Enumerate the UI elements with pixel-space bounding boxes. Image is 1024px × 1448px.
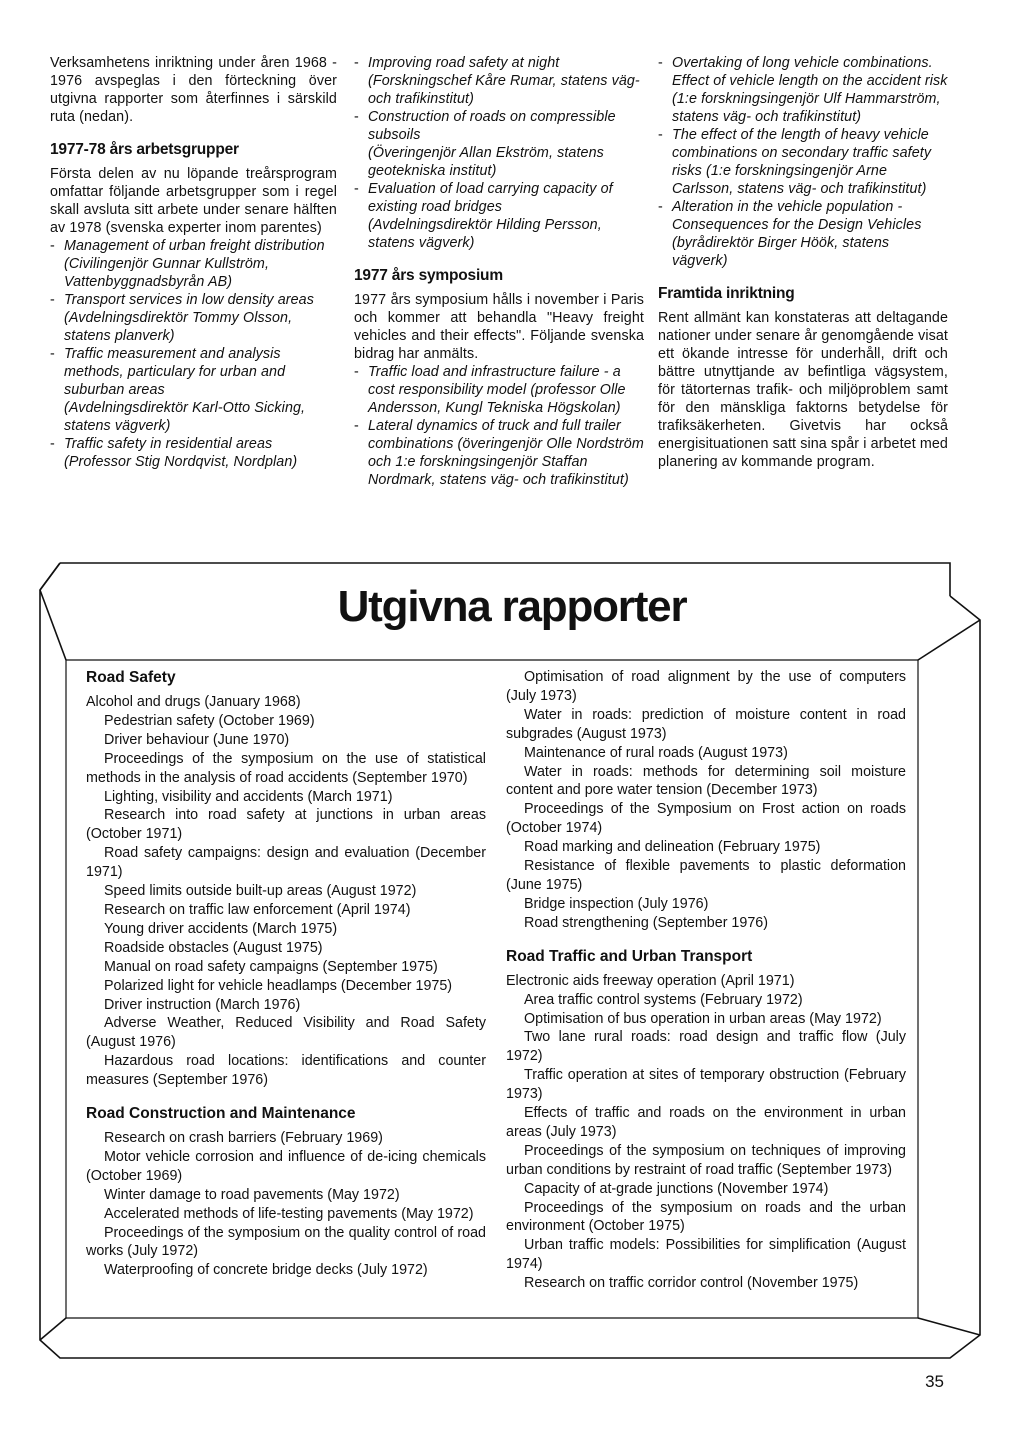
list-item: - Alteration in the vehicle population - Consequences for the Design Vehicles (byrådirektör Birger Höök, statens vägverk) bbox=[658, 198, 948, 270]
report-item: Pedestrian safety (October 1969) bbox=[104, 712, 315, 729]
list-item: - Traffic load and infrastructure failure - a cost responsibility model (professor Olle Andersson, Kungl Tekniska Högskolan) bbox=[354, 363, 644, 417]
page-number: 35 bbox=[925, 1372, 944, 1391]
report-item: Accelerated methods of life-testing pavements (May 1972) bbox=[104, 1205, 474, 1222]
list-item: - Construction of roads on compressible subsoils (Överingenjör Allan Ekström, statens geotekniska institut) bbox=[354, 108, 644, 180]
item-cite: (Professor Stig Nordqvist, Nordplan) bbox=[64, 454, 298, 470]
report-item: Research into road safety at junctions in urban areas (October 1971) bbox=[86, 807, 486, 843]
list-item: - The effect of the length of heavy vehicle combinations on secondary traffic safety risks (1:e forskningsingenjör Arne Carlsson, statens väg- och trafikinstitut) bbox=[658, 126, 948, 198]
report-item: Manual on road safety campaigns (September 1975) bbox=[104, 958, 438, 975]
item-title: Lateral dynamics of truck and full trailer combinations (överingenjör Olle Nordström och 1:e forskningsingenjör Staffan Nordmark, statens väg- och trafikinstitut) bbox=[368, 418, 644, 488]
item-cite: (Avdelningsdirektör Tommy Olsson, statens planverk) bbox=[64, 310, 293, 344]
report-item: Driver behaviour (June 1970) bbox=[104, 731, 290, 748]
heading-road-safety: Road Safety bbox=[86, 669, 176, 686]
report-item: Research on traffic law enforcement (April 1974) bbox=[104, 901, 411, 918]
report-item: Road strengthening (September 1976) bbox=[524, 914, 768, 931]
report-column-right bbox=[506, 668, 906, 1293]
report-item: Proceedings of the Symposium on Frost action on roads (October 1974) bbox=[506, 801, 906, 837]
heading-road-traffic: Road Traffic and Urban Transport bbox=[506, 947, 753, 965]
list-item: - Overtaking of long vehicle combinations. Effect of vehicle length on the accident risk (1:e forskningsingenjör Ulf Hammarström, statens väg- och trafikinstitut) bbox=[658, 55, 948, 125]
item-title: Improving road safety at night bbox=[368, 55, 560, 71]
report-item: Motor vehicle corrosion and influence of de-icing chemicals (October 1969) bbox=[86, 1148, 486, 1184]
report-item: Proceedings of the symposium on the quality control of road works (July 1972) bbox=[86, 1224, 486, 1260]
report-item: Optimisation of road alignment by the use of computers (July 1973) bbox=[506, 669, 906, 704]
report-item: Water in roads: methods for determining soil moisture content and pore water tension (December 1973) bbox=[506, 763, 906, 799]
item-title: Transport services in low density areas bbox=[64, 292, 314, 308]
item-title: Traffic load and infrastructure failure - a cost responsibility model (professor Olle Andersson, Kungl Tekniska Högskolan) bbox=[368, 364, 626, 416]
item-cite: (Civilingenjör Gunnar Kullström, Vattenbyggnadsbyrån AB) bbox=[64, 256, 270, 290]
future-direction-paragraph: Rent allmänt kan konstateras att deltagande nationer under senare år genomgående visat ett ökande intresse för underhåll, drift och bättre utnyttjande av befintliga vägsystem, för tätorternas trafik- och miljöproblem samt för den mänskliga faktorns betydelse för trafiksäkerheten. Givetvis har också energisituationen satt sina spår i arbetet med planering av kommande program. bbox=[658, 310, 948, 470]
report-item: Driver instruction (March 1976) bbox=[104, 996, 301, 1013]
item-cite: (Avdelningsdirektör Hilding Persson, statens vägverk) bbox=[368, 217, 602, 251]
item-title: Evaluation of load carrying capacity of existing road bridges bbox=[368, 181, 613, 215]
list-item: - Traffic measurement and analysis methods, particulary for urban and suburban areas (Avdelningsdirektör Karl-Otto Sicking, statens vägverk) bbox=[50, 345, 337, 435]
report-item: Alcohol and drugs (January 1968) bbox=[86, 694, 301, 710]
report-item: Proceedings of the symposium on techniques of improving urban conditions by restraint of road traffic (September 1973) bbox=[506, 1142, 906, 1178]
heading-future-direction: Framtida inriktning bbox=[658, 285, 795, 302]
item-title: Construction of roads on compressible subsoils bbox=[368, 109, 616, 143]
item-title: Alteration in the vehicle population - Consequences for the Design Vehicles (byrådirektör Birger Höök, statens vägverk) bbox=[672, 199, 922, 269]
report-item: Capacity of at-grade junctions (November 1974) bbox=[524, 1180, 829, 1197]
heading-road-construction: Road Construction and Maintenance bbox=[86, 1105, 356, 1123]
symposium-paragraph: 1977 års symposium hålls i november i Paris och kommer att behandla "Heavy freight vehicles and their effects". Följande svenska bidrag har anmälts. bbox=[354, 292, 644, 362]
item-title: Traffic safety in residential areas bbox=[64, 436, 273, 452]
report-item: Traffic operation at sites of temporary obstruction (February 1973) bbox=[506, 1067, 906, 1103]
report-item: Proceedings of the symposium on roads and the urban environment (October 1975) bbox=[506, 1199, 906, 1235]
list-item: - Management of urban freight distribution (Civilingenjör Gunnar Kullström, Vattenbyggnadsbyrån AB) bbox=[50, 237, 337, 291]
report-item: Resistance of flexible pavements to plastic deformation (June 1975) bbox=[506, 858, 906, 893]
list-item: - Evaluation of load carrying capacity of existing road bridges (Avdelningsdirektör Hilding Persson, statens vägverk) bbox=[354, 180, 644, 252]
list-item: - Lateral dynamics of truck and full trailer combinations (överingenjör Olle Nordström och 1:e forskningsingenjör Staffan Nordmark, statens väg- och trafikinstitut) bbox=[354, 418, 644, 488]
list-item: - Traffic safety in residential areas (Professor Stig Nordqvist, Nordplan) bbox=[50, 435, 337, 471]
report-item: Research on crash barriers (February 1969) bbox=[104, 1130, 383, 1147]
item-title: Overtaking of long vehicle combinations. Effect of vehicle length on the accident risk (1:e forskningsingenjör Ulf Hammarström, statens väg- och trafikinstitut) bbox=[672, 55, 948, 125]
report-box-title: Utgivna rapporter bbox=[337, 582, 687, 631]
report-item: Adverse Weather, Reduced Visibility and Road Safety (August 1976) bbox=[86, 1015, 486, 1051]
heading-symposium: 1977 års symposium bbox=[354, 267, 503, 284]
item-title: Management of urban freight distribution bbox=[64, 238, 325, 254]
report-item: Lighting, visibility and accidents (March 1971) bbox=[104, 788, 393, 805]
report-item: Young driver accidents (March 1975) bbox=[104, 920, 338, 937]
item-cite: (Avdelningsdirektör Karl-Otto Sicking, statens vägverk) bbox=[64, 400, 306, 434]
report-item: Electronic aids freeway operation (April 1971) bbox=[506, 972, 795, 989]
heading-working-groups: 1977-78 års arbetsgrupper bbox=[50, 141, 239, 158]
report-item: Water in roads: prediction of moisture content in road subgrades (August 1973) bbox=[506, 706, 906, 742]
list-item: - Transport services in low density areas (Avdelningsdirektör Tommy Olsson, statens planverk) bbox=[50, 291, 337, 345]
item-cite: (Överingenjör Allan Ekström, statens geotekniska institut) bbox=[368, 145, 604, 179]
report-item: Speed limits outside built-up areas (August 1972) bbox=[104, 883, 417, 900]
report-item: Road safety campaigns: design and evaluation (December 1971) bbox=[86, 845, 486, 881]
report-item: Winter damage to road pavements (May 1972) bbox=[104, 1186, 400, 1203]
item-cite: (Forskningschef Kåre Rumar, statens väg- och trafikinstitut) bbox=[368, 73, 640, 107]
report-item: Area traffic control systems (February 1972) bbox=[524, 991, 803, 1008]
report-item: Two lane rural roads: road design and traffic flow (July 1972) bbox=[506, 1029, 906, 1065]
intro-paragraph: Verksamhetens inriktning under åren 1968 - 1976 avspeglas i den förteckning över utgivna rapporter som återfinnes i särskild ruta (nedan). bbox=[50, 55, 337, 125]
list-item: - Improving road safety at night (Forskningschef Kåre Rumar, statens väg- och trafikinstitut) bbox=[354, 54, 644, 108]
report-item: Proceedings of the symposium on the use of statistical methods in the analysis of road accidents (September 1970) bbox=[86, 750, 486, 786]
item-title: Traffic measurement and analysis methods, particulary for urban and suburban areas bbox=[64, 346, 286, 398]
item-title: The effect of the length of heavy vehicle combinations on secondary traffic safety risks (1:e forskningsingenjör Arne Carlsson, statens väg- och trafikinstitut) bbox=[672, 127, 932, 197]
report-item: Waterproofing of concrete bridge decks (July 1972) bbox=[104, 1262, 428, 1279]
report-item: Hazardous road locations: identifications and counter measures (September 1976) bbox=[86, 1053, 486, 1089]
report-item: Urban traffic models: Possibilities for simplification (August 1974) bbox=[506, 1237, 906, 1273]
report-item: Research on traffic corridor control (November 1975) bbox=[524, 1275, 859, 1292]
report-item: Bridge inspection (July 1976) bbox=[524, 895, 709, 912]
report-item: Maintenance of rural roads (August 1973) bbox=[524, 744, 788, 761]
report-item: Road marking and delineation (February 1975) bbox=[524, 839, 821, 856]
working-groups-paragraph: Första delen av nu löpande treårsprogram omfattar följande arbetsgrupper som i regel skall avsluta sitt arbete under senare hälften av 1978 (svenska experter inom parentes) bbox=[50, 166, 337, 236]
report-item: Roadside obstacles (August 1975) bbox=[104, 939, 323, 956]
report-item: Polarized light for vehicle headlamps (December 1975) bbox=[104, 977, 453, 994]
report-column-left bbox=[86, 668, 486, 1280]
report-item: Effects of traffic and roads on the environment in urban areas (July 1973) bbox=[506, 1105, 906, 1140]
report-item: Optimisation of bus operation in urban areas (May 1972) bbox=[524, 1010, 882, 1027]
